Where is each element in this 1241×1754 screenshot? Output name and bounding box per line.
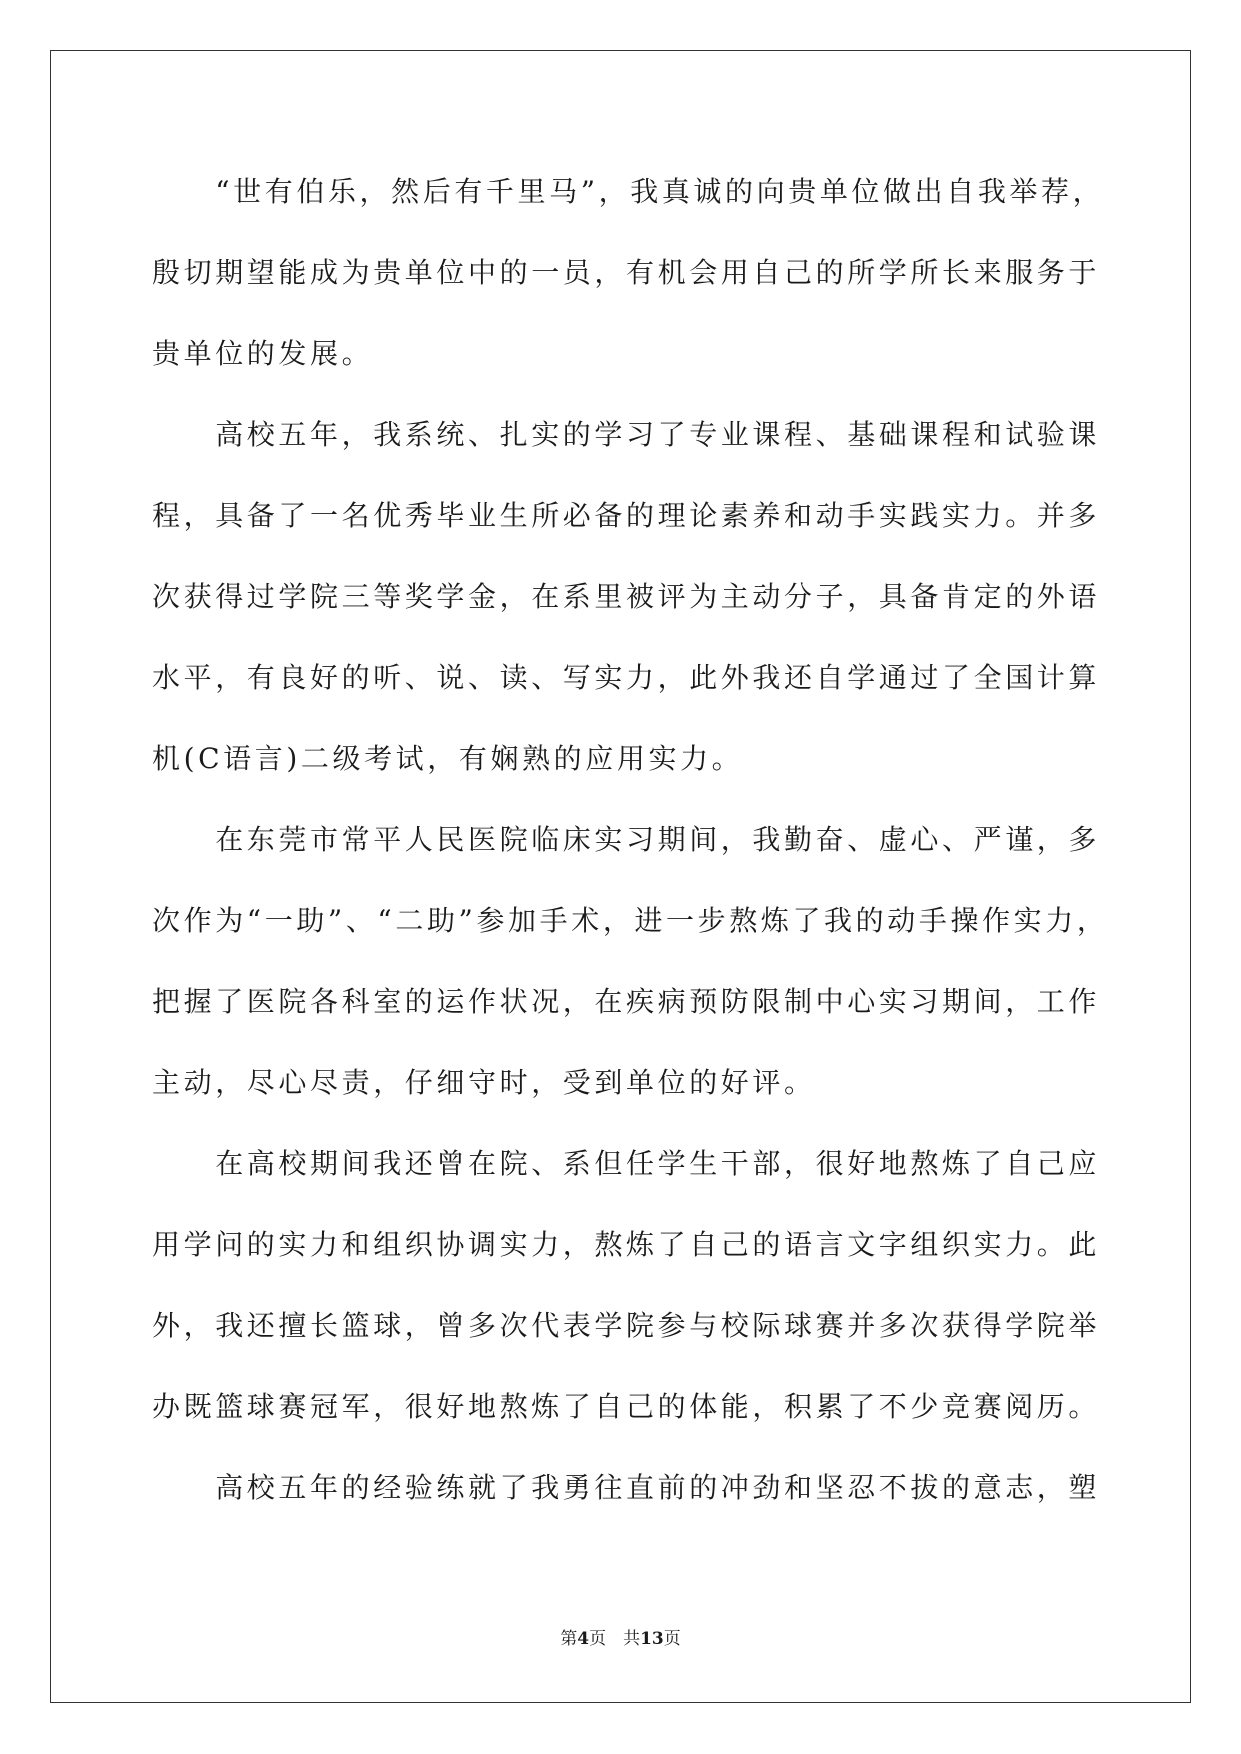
page-current: 4 xyxy=(577,1629,590,1649)
text-line: 在东莞市常平人民医院临床实习期间，我勤奋、虚心、严谨，多 xyxy=(152,823,1101,856)
page-number xyxy=(0,1628,1241,1650)
text-line: 把握了医院各科室的运作状况，在疾病预防限制中心实习期间，工作 xyxy=(152,985,1101,1018)
text-line: 机(C语言)二级考试，有娴熟的应用实力。 xyxy=(152,742,744,775)
text-line: 程，具备了一名优秀毕业生所必备的理论素养和动手实践实力。并多 xyxy=(152,499,1101,532)
text-line: 次作为“一助”、“二助”参加手术，进一步熬炼了我的动手操作实力， xyxy=(152,904,1109,937)
text-line: 高校五年的经验练就了我勇往直前的冲劲和坚忍不拔的意志，塑 xyxy=(152,1471,1101,1504)
page-suffix: 页 xyxy=(663,1629,681,1649)
page-border xyxy=(50,50,1191,1703)
text-line: “世有伯乐，然后有千里马”，我真诚的向贵单位做出自我举荐， xyxy=(152,175,1105,208)
page-mid: 页 共 xyxy=(589,1629,641,1649)
text-line: 主动，尽心尽责，仔细守时，受到单位的好评。 xyxy=(152,1066,816,1099)
page-prefix: 第 xyxy=(560,1629,578,1649)
text-line: 办既篮球赛冠军，很好地熬炼了自己的体能，积累了不少竞赛阅历。 xyxy=(152,1390,1101,1423)
page-total: 13 xyxy=(640,1629,664,1649)
text-line: 在高校期间我还曾在院、系但任学生干部，很好地熬炼了自己应 xyxy=(152,1147,1101,1180)
text-line: 外，我还擅长篮球，曾多次代表学院参与校际球赛并多次获得学院举 xyxy=(152,1309,1101,1342)
text-line: 水平，有良好的听、说、读、写实力，此外我还自学通过了全国计算 xyxy=(152,661,1101,694)
text-line: 次获得过学院三等奖学金，在系里被评为主动分子，具备肯定的外语 xyxy=(152,580,1101,613)
text-line: 用学问的实力和组织协调实力，熬炼了自己的语言文字组织实力。此 xyxy=(152,1228,1101,1261)
text-line: 殷切期望能成为贵单位中的一员，有机会用自己的所学所长来服务于 xyxy=(152,256,1101,289)
text-line: 贵单位的发展。 xyxy=(152,337,374,370)
text-line: 高校五年，我系统、扎实的学习了专业课程、基础课程和试验课 xyxy=(152,418,1101,451)
